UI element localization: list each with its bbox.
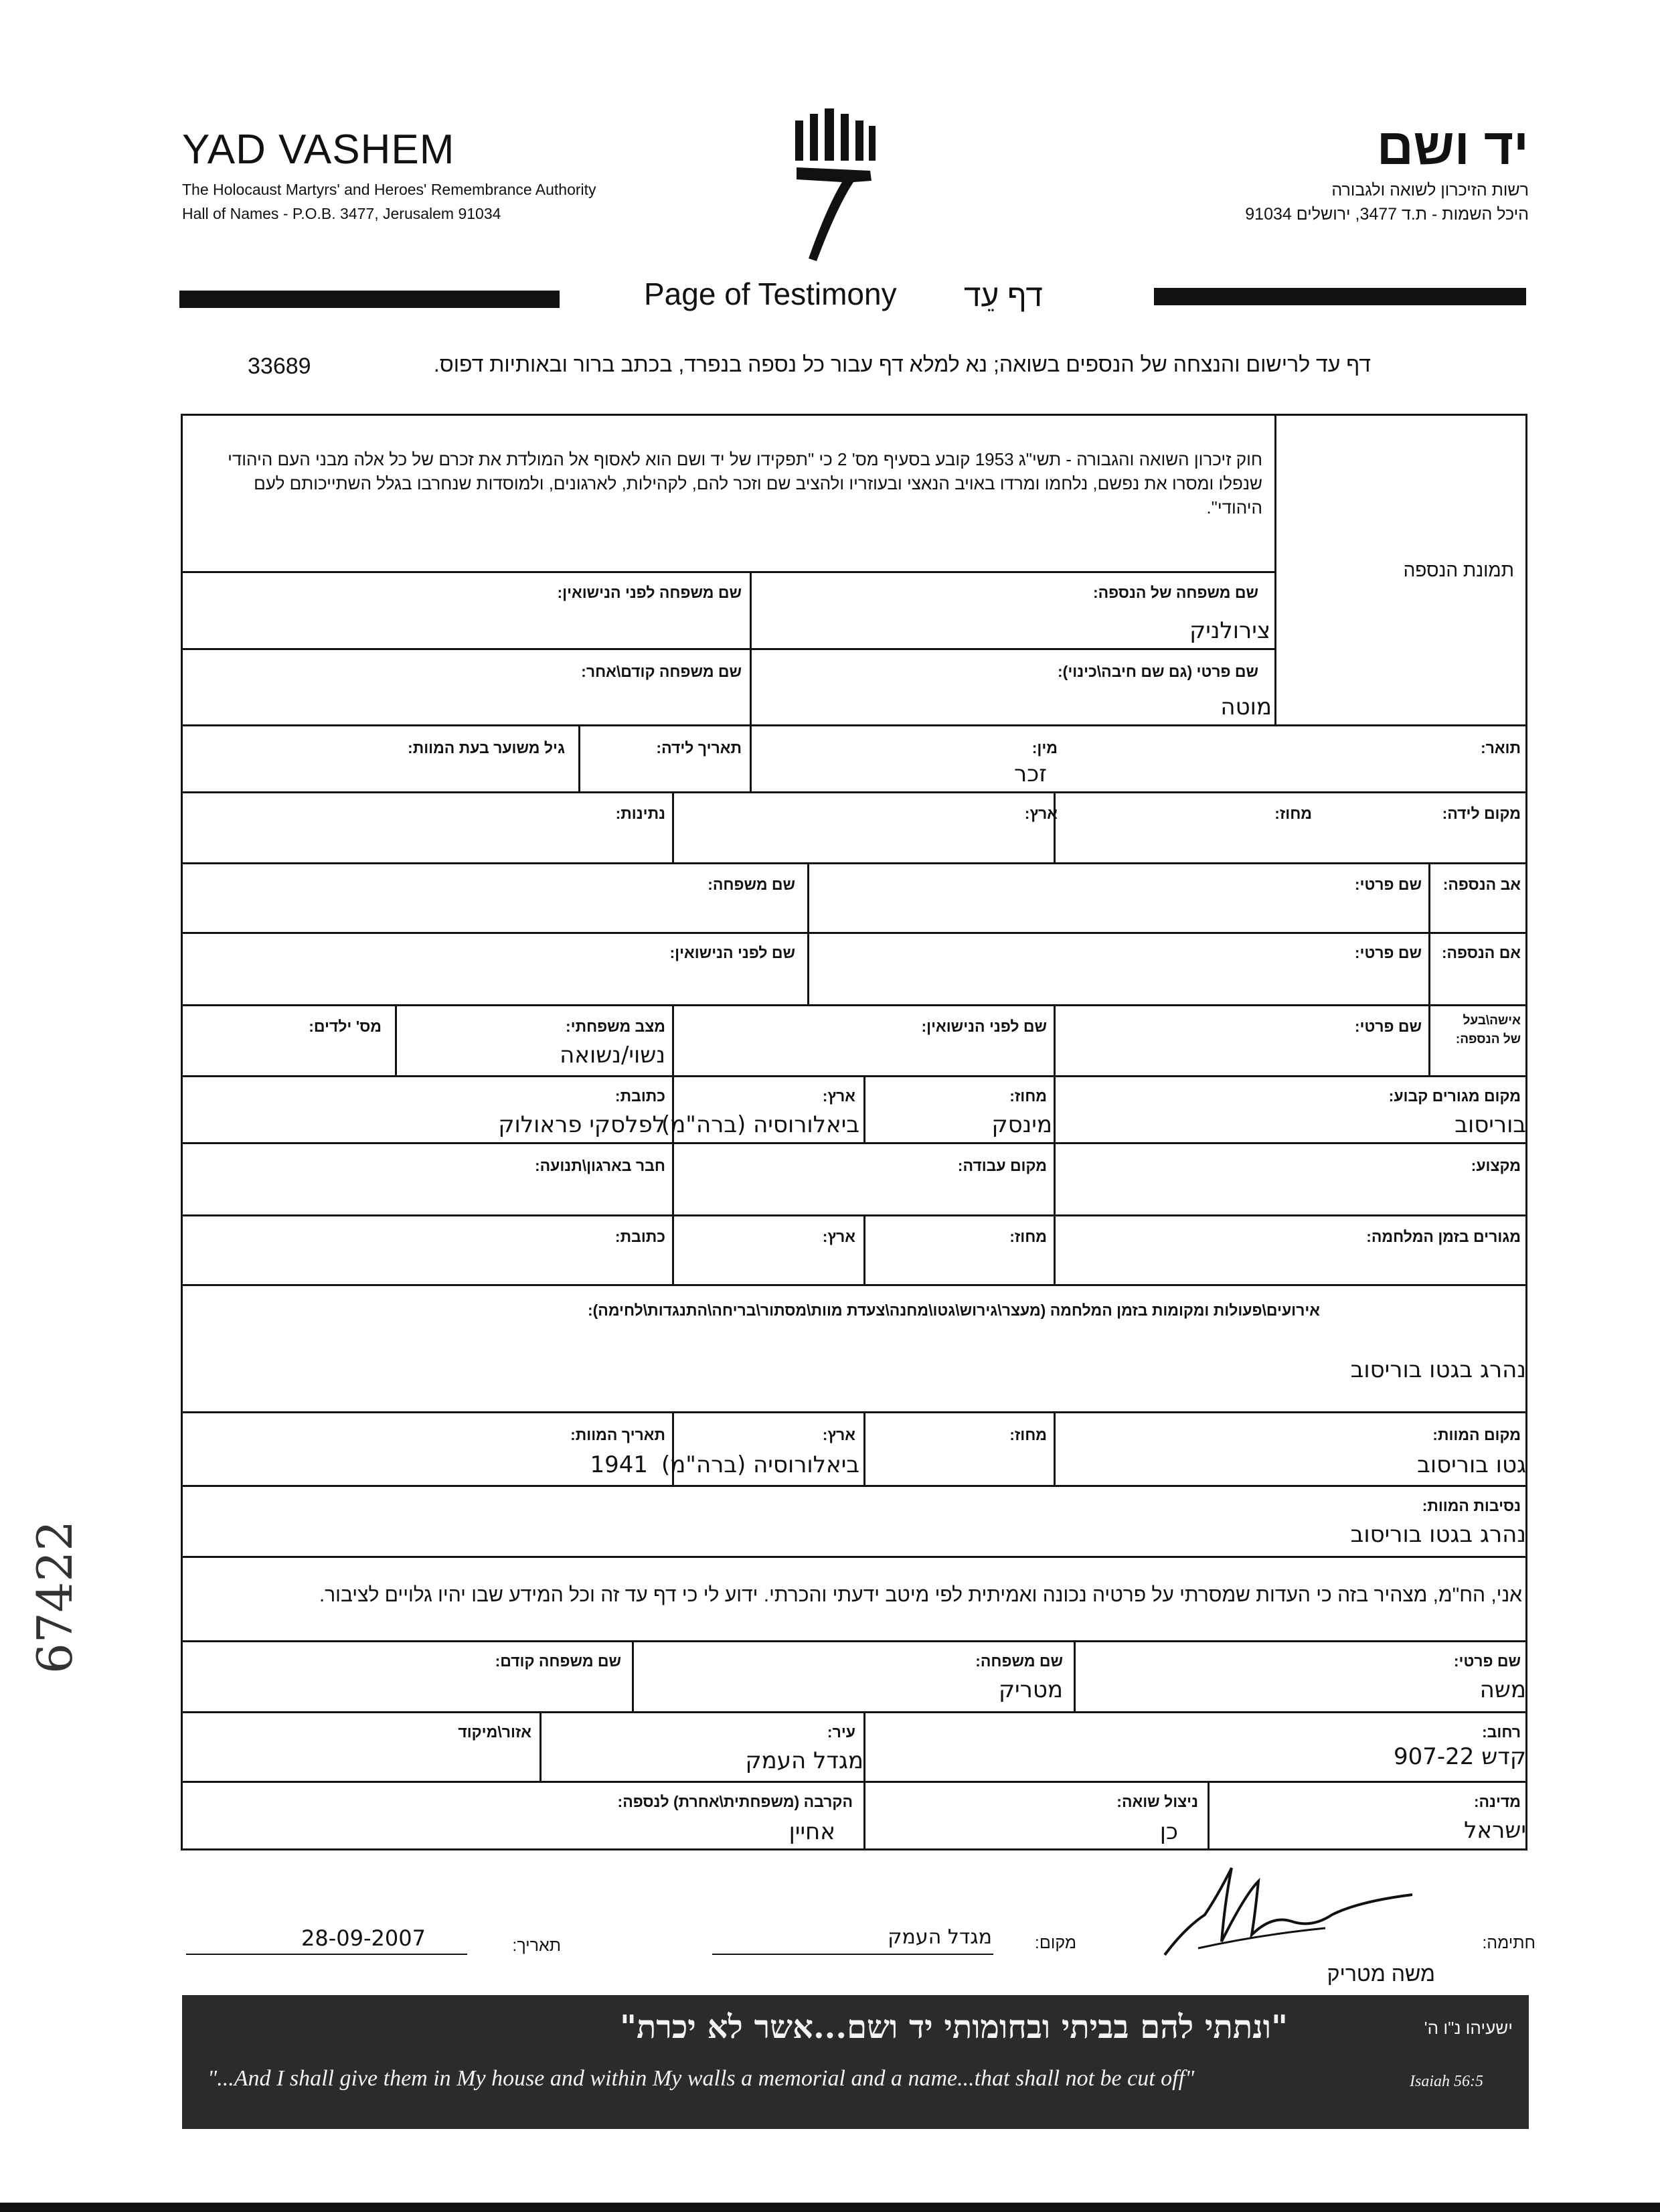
victim-maiden-label: שם משפחה לפני הנישואין: — [557, 584, 742, 601]
victim-surname[interactable]: צירולניק — [1189, 617, 1270, 644]
form-number: 33689 — [248, 353, 311, 379]
header-org-en: YAD VASHEM — [182, 127, 455, 173]
signature-label: חתימה: — [1482, 1933, 1536, 1952]
residence-country[interactable]: ביאלורוסיה (ברה"מ) — [661, 1111, 859, 1138]
father-surname-label: שם משפחה: — [708, 876, 795, 893]
city-label: עיר: — [827, 1723, 855, 1741]
spouse-marital[interactable]: נשוי/נשואה — [560, 1042, 665, 1069]
victim-first-name[interactable]: מוטה — [1220, 694, 1272, 720]
birthplace-label: מקום לידה: — [1442, 805, 1521, 822]
spouse-marital-label: מצב משפחתי: — [565, 1018, 665, 1035]
header-subtitle1-en: The Holocaust Martyrs' and Heroes' Remembrance Authority — [182, 181, 596, 198]
signature-date[interactable]: 28-09-2007 — [301, 1925, 426, 1951]
scan-edge — [0, 2203, 1660, 2212]
law-text: חוק זיכרון השואה והגבורה - תשי"ג 1953 קובע בסעיף מס' 2 כי "תפקידו של יד ושם הוא לאסוף אל המולדת את זכרם של כל אלה מבני העם היהודי שנפלו ומסרו את נפשם, נלחמו ומרדו באויב הנאצי ובעוזריו ולהציב שם וזכר להם, לקהילות, לארגונים, ולמוסדות שנחרבו בגלל השתייכותם לעם היהודי". — [228, 449, 1262, 518]
title-en: Page of Testimony — [644, 276, 897, 311]
father-first-name-label: שם פרטי: — [1354, 876, 1422, 893]
residence-region[interactable]: מינסק — [991, 1111, 1052, 1138]
birth-region-label: מחוז: — [1274, 805, 1312, 822]
city[interactable]: מגדל העמק — [745, 1747, 863, 1774]
country-label: מדינה: — [1473, 1793, 1521, 1810]
victim-gender-label: מין: — [1031, 739, 1058, 757]
date-label: תאריך: — [512, 1936, 561, 1955]
spouse-label-1: אישה\בעל — [1463, 1014, 1521, 1028]
footer-en: "...And I shall give them in My house and within My walls a memorial and a name...that shall not be cut off" — [208, 2066, 1195, 2091]
member-label: חבר בארגון\תנועה: — [534, 1157, 665, 1174]
victim-gender[interactable]: זכר — [1014, 761, 1047, 787]
victim-age-label: גיל משוער בעת המוות: — [408, 739, 565, 757]
death-circ[interactable]: נהרג בגטו בוריסוב — [1350, 1521, 1526, 1548]
footer-en-ref: Isaiah 56:5 — [1410, 2073, 1483, 2090]
residence-label: מקום מגורים קבוע: — [1388, 1087, 1521, 1105]
submitter-surname-label: שם משפחה: — [975, 1652, 1063, 1670]
footer-he-ref: ישעיהו נ"ו ה' — [1424, 2018, 1513, 2038]
victim-dob-label: תאריך לידה: — [656, 739, 742, 757]
residence-address[interactable]: לפלסקי פראולוק — [498, 1111, 665, 1138]
signature-scribble — [1158, 1854, 1426, 1975]
photo-label: תמונת הנספה — [1403, 560, 1514, 580]
mother-label: אם הנספה: — [1441, 944, 1521, 961]
children-label: מס' ילדים: — [309, 1018, 382, 1035]
margin-note: 67422 — [27, 1520, 83, 1674]
death-region-label: מחוז: — [1009, 1426, 1047, 1443]
submitter-first-name-label: שם פרטי: — [1453, 1652, 1521, 1670]
submitter-first-name[interactable]: משה — [1479, 1676, 1526, 1703]
instructions: דף עד לרישום והנצחה של הנספים בשואה; נא למלא דף עבור כל נספה בנפרד, בכתב ברור ובאותיות דפוס. — [433, 352, 1371, 376]
header-subtitle2-en: Hall of Names - P.O.B. 3477, Jerusalem 91034 — [182, 205, 501, 222]
residence-address-label: כתובת: — [614, 1087, 665, 1105]
events-label: אירועים\פעולות ומקומות בזמן המלחמה (מעצר\גירוש\גטו\מחנה\צעדת מוות\מסתור\בריחה\התנגדות\לחימה): — [587, 1301, 1320, 1319]
survivor-label: ניצול שואה: — [1116, 1793, 1198, 1810]
zip-label: אזור\מיקוד — [458, 1723, 531, 1741]
death-circ-label: נסיבות המוות: — [1422, 1497, 1521, 1514]
events-text[interactable]: נהרג בגטו בוריסוב — [1350, 1356, 1526, 1383]
wartime-region-label: מחוז: — [1009, 1228, 1047, 1245]
header-subtitle2-he: היכל השמות - ת.ד 3477, ירושלים 91034 — [1245, 205, 1529, 224]
residence-region-label: מחוז: — [1009, 1087, 1047, 1105]
residence-country-label: ארץ: — [822, 1087, 855, 1105]
spouse-maiden-label: שם לפני הנישואין: — [921, 1018, 1047, 1035]
victim-title-label: תואר: — [1480, 739, 1521, 757]
mother-maiden-label: שם לפני הנישואין: — [669, 944, 795, 961]
survivor[interactable]: כן — [1159, 1818, 1178, 1845]
residence-city[interactable]: בוריסוב — [1455, 1111, 1526, 1138]
relation[interactable]: אחיין — [788, 1818, 835, 1845]
street[interactable]: קדש 907-22 — [1393, 1743, 1526, 1770]
victim-first-name-label: שם פרטי (גם שם חיבה\כינוי): — [1058, 663, 1258, 680]
street-label: רחוב: — [1482, 1723, 1521, 1741]
title-he: דף עֵד — [964, 278, 1043, 313]
death-country-label: ארץ: — [822, 1426, 855, 1443]
workplace-label: מקום עבודה: — [957, 1157, 1047, 1174]
citizenship-label: נתינות: — [615, 805, 665, 822]
birth-country-label: ארץ: — [1024, 805, 1058, 822]
wartime-label: מגורים בזמן המלחמה: — [1366, 1228, 1521, 1245]
yad-vashem-logo-icon — [790, 107, 884, 268]
death-country[interactable]: ביאלורוסיה (ברה"מ) — [661, 1451, 859, 1478]
signature-place[interactable]: מגדל העמק — [888, 1925, 992, 1949]
death-date[interactable]: 1941 — [590, 1451, 648, 1478]
header-org-he: יד ושם — [1376, 118, 1529, 175]
death-date-label: תאריך המוות: — [570, 1426, 665, 1443]
spouse-first-name-label: שם פרטי: — [1354, 1018, 1422, 1035]
wartime-address-label: כתובת: — [614, 1228, 665, 1245]
wartime-country-label: ארץ: — [822, 1228, 855, 1245]
spouse-label-2: של הנספה: — [1455, 1032, 1521, 1046]
place-label: מקום: — [1034, 1933, 1076, 1952]
death-place-label: מקום המוות: — [1432, 1426, 1521, 1443]
footer-he: "ונתתי להם בביתי ובחומותי יד ושם...אשר לא יכרת" — [619, 2008, 1288, 2046]
victim-surname-label: שם משפחה של הנספה: — [1092, 584, 1258, 601]
profession-label: מקצוע: — [1471, 1157, 1521, 1174]
title-bar-right — [1154, 288, 1526, 305]
declaration: אני, הח"מ, מצהיר בזה כי העדות שמסרתי על פרטיה נכונה ואמיתית לפי מיטב ידעתי והכרתי. ידוע לי כי דף עד זה וכל המידע שבו יהיו גלויים לציבור. — [319, 1584, 1522, 1606]
mother-first-name-label: שם פרטי: — [1354, 944, 1422, 961]
father-label: אב הנספה: — [1442, 876, 1521, 893]
death-place[interactable]: גטו בוריסוב — [1417, 1451, 1526, 1478]
title-bar-left — [179, 291, 560, 308]
country[interactable]: ישראל — [1464, 1817, 1526, 1844]
header-subtitle1-he: רשות הזיכרון לשואה ולגבורה — [1331, 181, 1529, 200]
submitter-prev-surname-label: שם משפחה קודם: — [495, 1652, 621, 1670]
victim-prev-surname-label: שם משפחה קודם\אחר: — [581, 663, 742, 680]
relation-label: הקרבה (משפחתית\אחרת) לנספה: — [617, 1793, 853, 1810]
signer-name: משה מטריק — [1327, 1962, 1435, 1986]
submitter-surname[interactable]: מטריק — [998, 1676, 1063, 1703]
